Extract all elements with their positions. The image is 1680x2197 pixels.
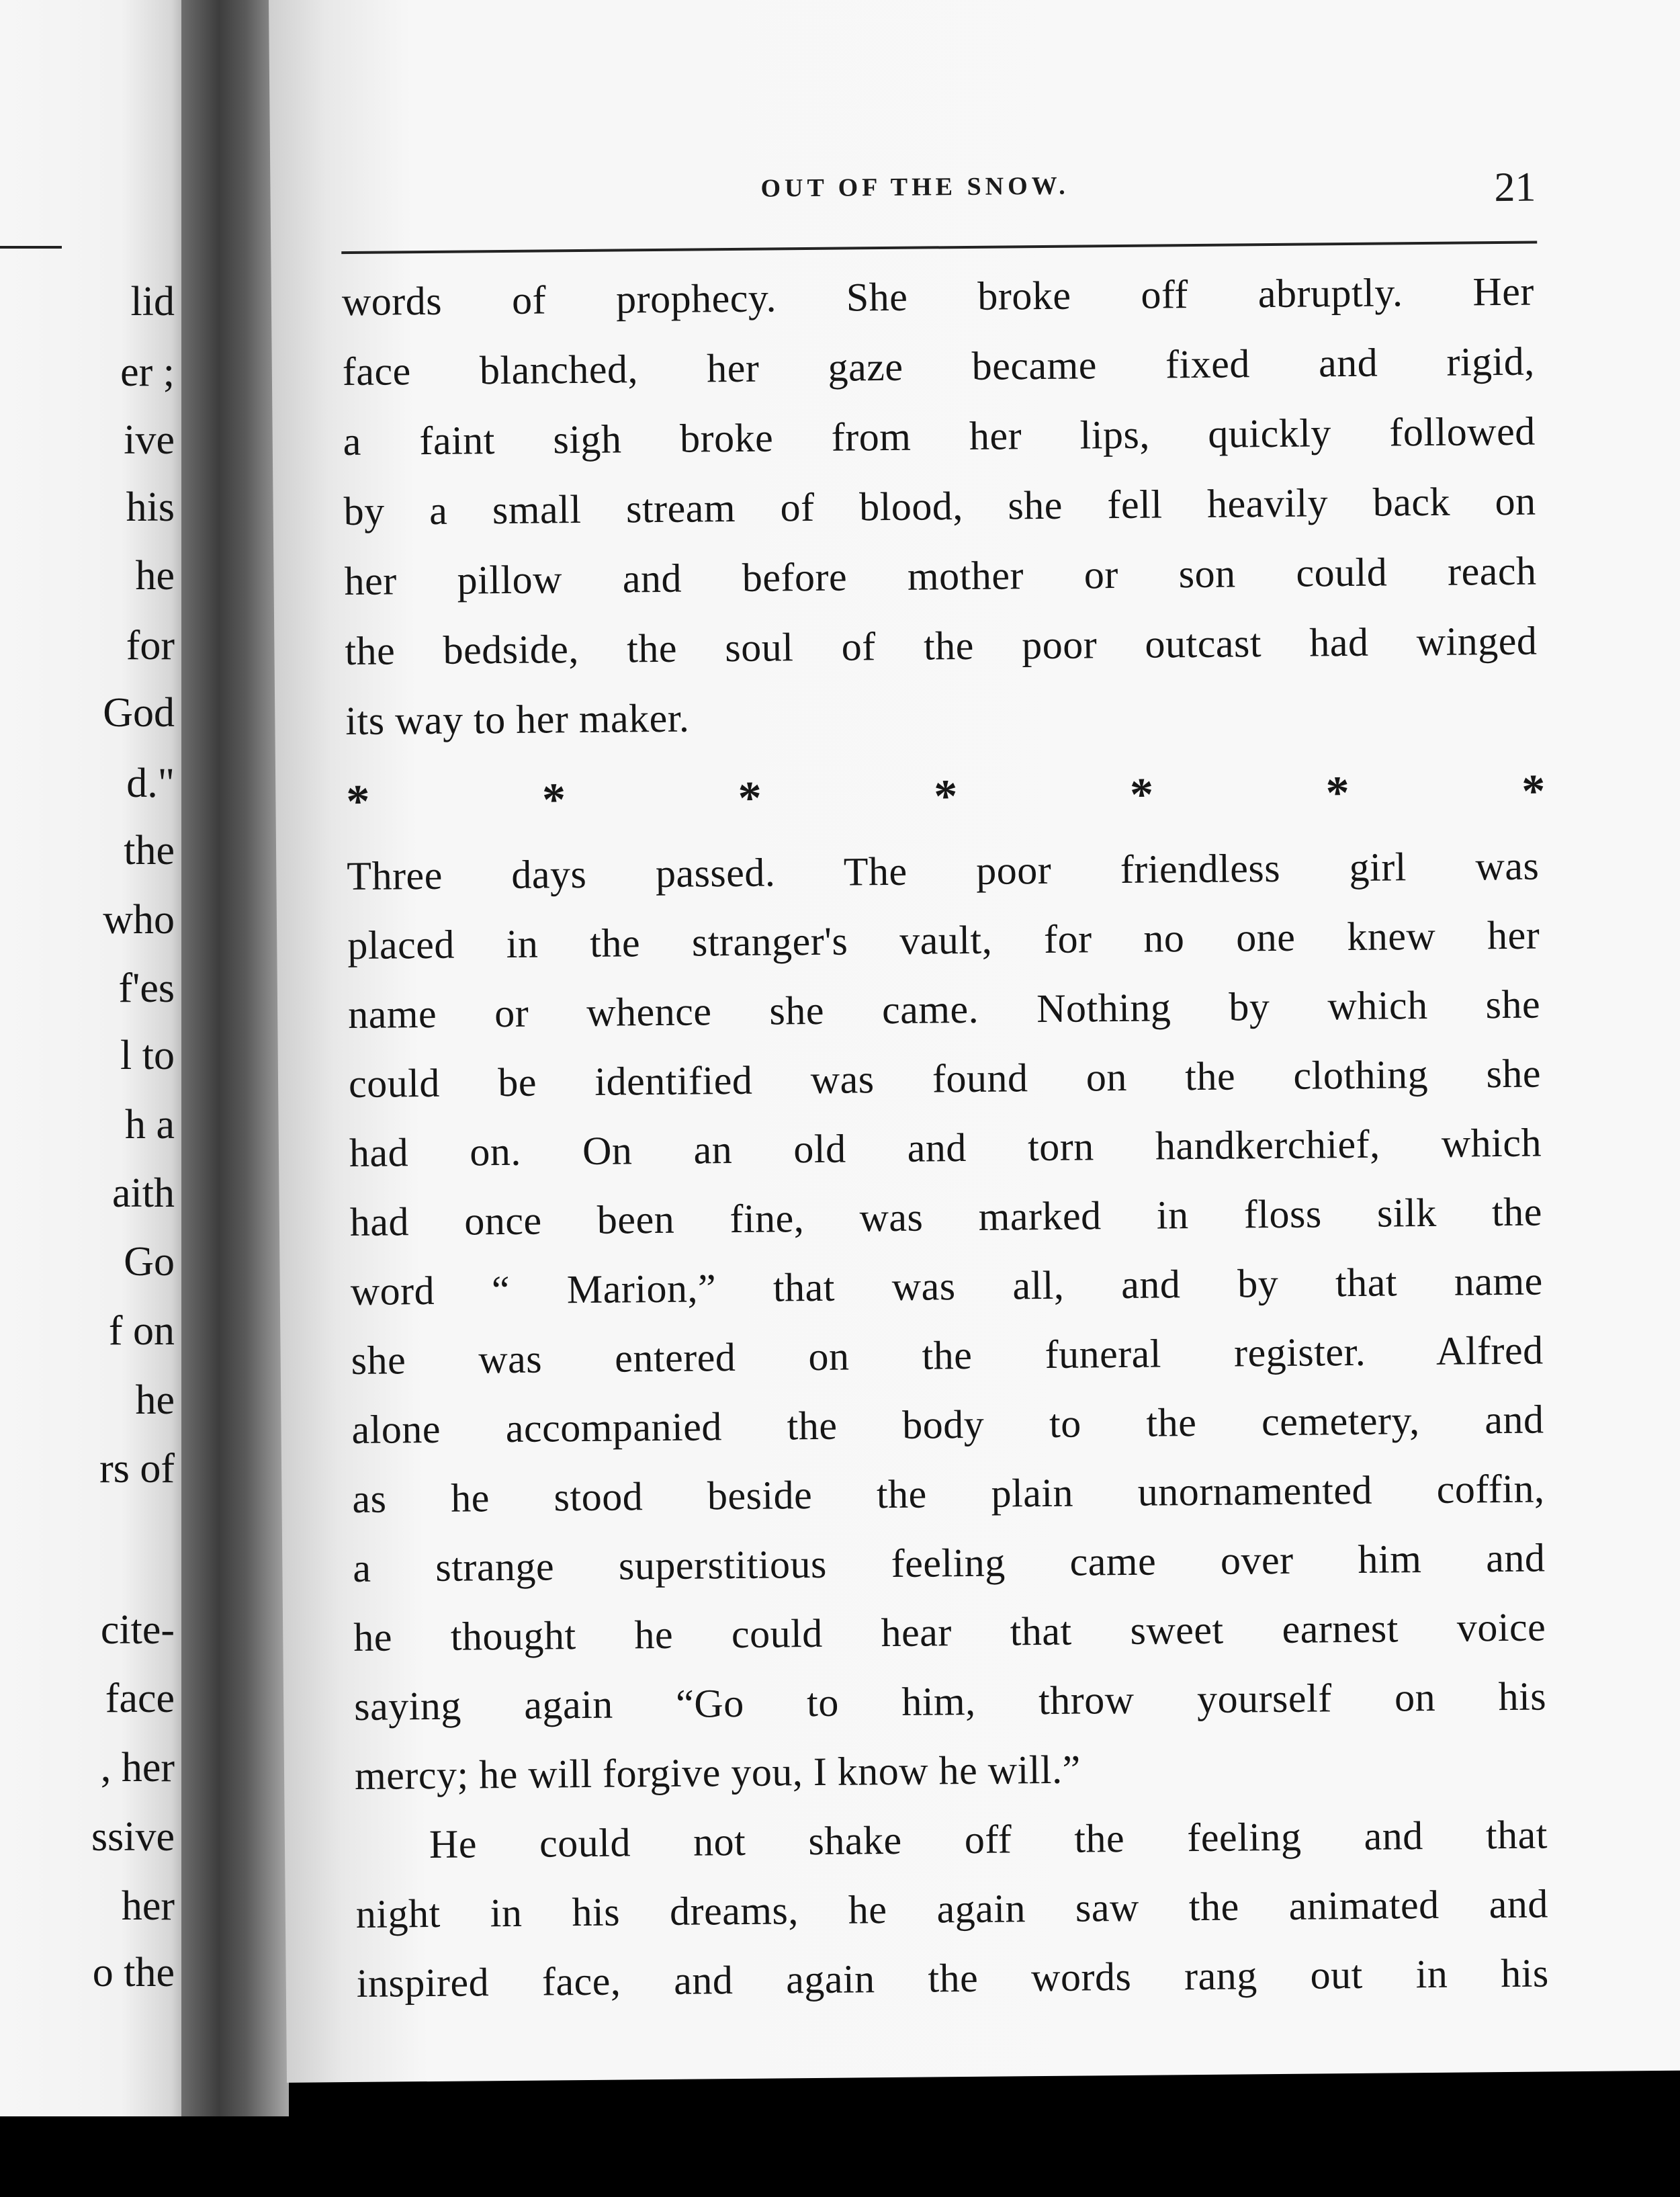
left-page-fragment: ssive [91,1814,175,1860]
left-page-fragment: , her [100,1745,175,1791]
text-line: by a small stream of blood, she fell heavily back on [343,478,1536,534]
left-page-fragment: l to [120,1033,175,1078]
text-line: Three days passed. The poor friendless girl was [347,843,1540,899]
text-line: alone accompanied the body to the cemetery, and [351,1397,1544,1453]
left-page-fragment: ive [124,417,175,463]
left-page-fragment: o the [92,1950,175,1995]
left-page-fragment: he [135,1377,175,1423]
text-line: its way to her maker. [345,695,690,744]
left-page-fragment: er ; [120,349,175,395]
page-number: 21 [1494,164,1536,211]
left-page-fragment: cite- [100,1607,175,1653]
scan-border [0,2116,1680,2197]
left-page-fragment: God [103,690,175,736]
asterisk: * [738,772,762,824]
left-page-fragment: h a [124,1102,175,1148]
text-line: she was entered on the funeral register. Alfred [351,1328,1544,1383]
text-line: had once been fine, was marked in floss silk the [349,1189,1543,1245]
text-line: name or whence she came. Nothing by which she [347,982,1541,1037]
left-page-fragment: her [121,1883,175,1929]
left-page-fragment: d." [126,761,175,806]
text-line: her pillow and before mother or son could reach [344,548,1537,604]
left-page-fragment: his [126,484,175,530]
asterisk: * [346,775,370,828]
text-line: saying again “Go to him, throw yourself on his [353,1674,1547,1729]
text-line: a strange superstitious feeling came over him and [353,1535,1546,1590]
left-page [0,0,202,2197]
left-page-fragment: aith [112,1170,175,1216]
text-line: He could not shake off the feeling and that [429,1812,1548,1867]
text-line: mercy; he will forgive you, I know he will.” [354,1747,1081,1798]
left-page-fragment: rs of [99,1446,175,1492]
left-page-fragment: who [103,897,175,943]
left-page-fragment: face [105,1676,175,1721]
asterisk: * [1521,765,1546,818]
left-page-fragment: f on [108,1308,175,1354]
asterisk: * [1129,769,1154,821]
header-rule [341,241,1537,255]
text-line: night in his dreams, he again saw the animated and [355,1881,1549,1936]
text-line: face blanched, her gaze became fixed and rigid, [342,339,1536,394]
asterisk: * [934,771,958,823]
asterisk: * [541,774,566,826]
text-line: the bedside, the soul of the poor outcast had winged [345,618,1538,674]
left-page-fragment: the [124,828,175,873]
left-page-fragment: Go [124,1239,175,1285]
left-page-fragment: he [135,553,175,599]
section-break [346,765,1546,829]
text-line: words of prophecy. She broke off abruptly. Her [341,269,1535,325]
text-line: as he stood beside the plain unornamented coffin, [352,1466,1545,1521]
text-line: he thought he could hear that sweet earnest voice [353,1604,1546,1660]
text-line: inspired face, and again the words rang out in his [356,1950,1549,2006]
text-line: word “ Marion,” that was all, and by that name [350,1258,1543,1314]
text-line: could be identified was found on the clothing she [348,1051,1542,1107]
text-line: placed in the stranger's vault, for no one knew her [347,912,1540,968]
left-page-fragment: f'es [118,965,175,1011]
left-page-rule [0,246,62,249]
text-line: had on. On an old and torn handkerchief, which [349,1120,1542,1176]
asterisk: * [1325,767,1350,820]
running-title: OUT OF THE SNOW. [760,171,1069,203]
left-page-fragment: for [126,623,175,669]
text-line: a faint sigh broke from her lips, quickly followed [343,408,1536,464]
left-page-fragment: lid [130,279,175,325]
right-page [269,0,1680,2083]
